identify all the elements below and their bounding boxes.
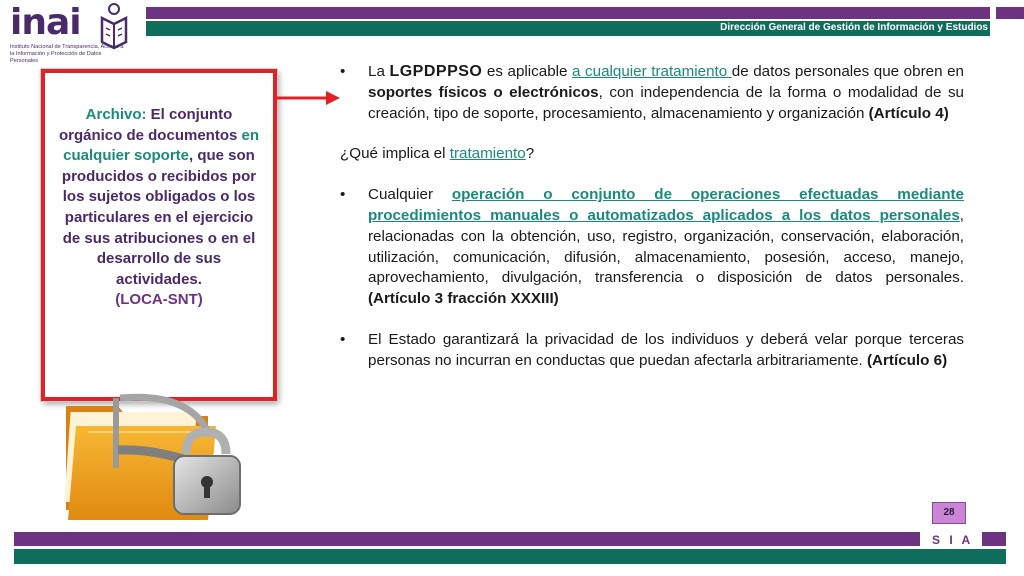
bullet-lgpdppso xyxy=(340,62,964,124)
definition-card xyxy=(41,69,277,401)
header-bar-accent xyxy=(996,7,1024,19)
bullet-marker: • xyxy=(340,63,346,80)
spacer xyxy=(340,310,964,330)
text-segment: , con independencia de la forma o modalidad de su creación, tipo de soporte, procesamiento, almacenamiento y organización xyxy=(368,83,964,122)
footer-label: S I A xyxy=(932,533,974,547)
footer-bar-purple xyxy=(14,532,920,546)
article-reference: (Artículo 4) xyxy=(868,104,949,122)
link-cualquier-tratamiento[interactable]: a cualquier tratamiento xyxy=(572,63,732,80)
locked-folder-icon xyxy=(58,392,248,534)
footer-bar-green xyxy=(14,549,1006,564)
reading-person-logo-icon xyxy=(92,2,132,50)
text-segment: El Estado garantizará la privacidad de los individuos y deberá velar porque terceras personas no incurran en conductas que puedan afectarla arbitrariamente. xyxy=(368,330,964,369)
text-segment: ? xyxy=(525,145,535,163)
link-tratamiento[interactable]: tratamiento xyxy=(449,145,526,163)
page-number-badge: 28 xyxy=(932,502,966,524)
definition-part2: , que son producidos o recibidos por los sujetos obligados o los particulares en el ejercicio de sus atribuciones o en el desarrollo de sus actividades. xyxy=(61,147,257,288)
article-reference: (Artículo 6) xyxy=(866,351,948,369)
text-segment: Cualquier xyxy=(368,186,452,204)
definition-part1: El conjunto orgánico de documentos xyxy=(58,106,242,144)
link-operaciones[interactable]: operación o conjunto de operaciones efectuadas mediante procedimientos manuales o automatizados aplicados a los datos personales xyxy=(368,186,964,224)
text-segment: La xyxy=(368,63,390,80)
question-tratamiento xyxy=(340,144,964,165)
bullet-cualquier-operacion xyxy=(340,185,964,310)
text-segment: ¿Qué implica el xyxy=(340,145,450,163)
definition-text xyxy=(55,105,263,311)
bullet-marker: • xyxy=(340,186,346,204)
text-segment: , relacionadas con la obtención, uso, registro, organización, conservación, elaboración, utilización, comunicación, difusión, almacenamiento, posesión, acceso, manejo, aprovechamiento, divulgación, transferencia o disposición de datos personales. xyxy=(368,206,964,287)
bullet-estado-garantizara xyxy=(340,330,964,372)
definition-term: Archivo: xyxy=(85,106,147,123)
bullet-marker: • xyxy=(340,330,346,348)
definition-source: (LOCA-SNT) xyxy=(115,291,203,309)
inai-logo-text: inai xyxy=(10,2,81,43)
definition-highlight: en cualquier soporte xyxy=(63,126,260,165)
text-segment: es aplicable xyxy=(482,63,573,80)
main-content xyxy=(340,62,964,372)
footer-bar-accent xyxy=(982,532,1006,546)
logo-subtitle: Instituto Nacional de Transparencia, Acceso a la Información y Protección de Datos Personales xyxy=(10,44,124,64)
spacer xyxy=(340,165,964,185)
article-reference: (Artículo 3 fracción XXXIII) xyxy=(368,290,559,308)
spacer xyxy=(340,124,964,144)
law-acronym: LGPDPPSO xyxy=(389,63,483,80)
header-title: Dirección General de Gestión de Información y Estudios xyxy=(720,22,988,33)
text-segment: de datos personales que obren en xyxy=(731,63,964,80)
header-bar-purple xyxy=(146,7,990,19)
bold-soportes: soportes físicos o electrónicos xyxy=(368,83,599,101)
red-arrow-icon xyxy=(276,88,340,108)
